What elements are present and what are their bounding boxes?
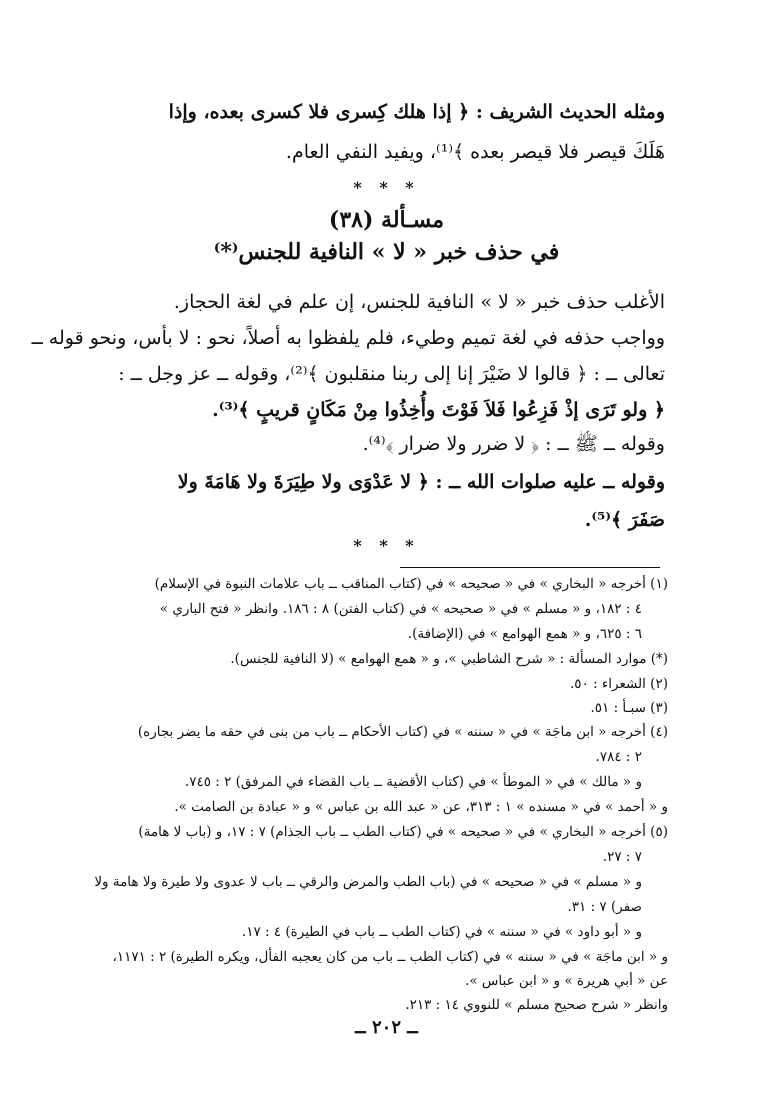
paragraph-line-1: الأغلب حذف خبر « لا » النافية للجنس، إن علم في لغة الحجاز.: [173, 291, 665, 313]
footnote-5-line-5: و « أبو داود » في « سننه » في (كتاب الطب ــ باب في الطيرة) ٤ : ١٧.: [241, 924, 642, 940]
footnote-5-line-6: و « ابن ماجَة » في « سننه » في (كتاب الطب ــ باب من كان يعجبه الفأل، ويكره الطيرة) ٢ : ١١٧١،: [112, 949, 668, 965]
footnote-4-line-2: ٢ : ٧٨٤.: [595, 749, 642, 765]
section-end-separator: * * *: [353, 536, 420, 555]
footnote-3: (٣) سبـأ : ٥١.: [590, 700, 668, 716]
paragraph-line-7: صَفَرَ ﴾⁽⁵⁾.: [584, 509, 665, 531]
footnote-1-line-2: ٤ : ١٨٢، و « مسلم » في « صحيحه » في (كتاب الفتن) ٨ : ١٨٦. وانظر « فتح الباري »: [159, 601, 642, 617]
paragraph-line-3: تعالى ــ : ﴿ قالوا لا ضَيْرَ إنا إلى ربنا منقلبون ﴾⁽²⁾، وقوله ــ عز وجل ــ :: [118, 363, 665, 385]
footnote-5-line-3: و « مسلم » في « صحيحه » في (باب الطب والمرض والرقي ــ باب لا عدوى ولا طيرة ولا هامة ولا: [94, 874, 642, 890]
footnote-2: (٢) الشعراء : ٥٠.: [569, 676, 668, 692]
footnote-4-line-4: و « أحمد » في « مسنده » ١ : ٣١٣، عن « عبد الله بن عباس » و « عبادة بن الصامت ».: [174, 799, 668, 815]
footnote-5-line-8: وانظر « شرح صحيح مسلم » للنووي ١٤ : ٢١٣.: [405, 997, 668, 1013]
paragraph-line-5: وقوله ــ ﷺ ــ : ﴿ لا ضرر ولا ضرار ﴾⁽⁴⁾.: [362, 433, 665, 455]
page-number: ــ ٢٠٢ ــ: [355, 1017, 418, 1038]
section-title: مسـألة (٣٨): [328, 207, 445, 233]
section-subtitle: في حذف خبر « لا » النافية للجنس⁽*⁾: [213, 239, 560, 265]
footnote-1-line-1: (١) أخرجه « البخاري » في « صحيحه » في (كتاب المناقب ــ باب علامات النبوة في الإسلام): [154, 576, 668, 592]
paragraph-line-2: وواجب حذفه في لغة تميم وطيء، فلم يلفظوا به أصلاً، نحو : لا بأس، ونحو قوله ــ: [31, 327, 665, 349]
footnote-4-line-1: (٤) أخرجه « ابن ماجَة » في « سننه » في (كتاب الأحكام ــ باب من بنى في حقه ما يضر بجاره): [137, 724, 668, 740]
footnote-4-line-3: و « مالك » في « الموطأ » في (كتاب الأقضية ــ باب القضاء في المرفق) ٢ : ٧٤٥.: [184, 774, 642, 790]
footnote-5-line-1: (٥) أخرجه « البخاري » في « صحيحه » في (كتاب الطب ــ باب الجذام) ٧ : ١٧، و (باب لا هامة): [138, 824, 668, 840]
footnote-5-line-4: صفر) ٧ : ٣١.: [567, 899, 642, 915]
footnote-5-line-7: عن « أبي هريرة » و « ابن عباس ».: [465, 973, 668, 989]
paragraph-line-4: ﴿ ولو تَرَى إذْ فَزِعُوا فَلاَ فَوْتَ وأُخِذُوا مِنْ مَكَانٍ قريبٍ ﴾⁽³⁾.: [212, 399, 665, 421]
footnote-1-line-3: ٦ : ٦٢٥، و « همع الهوامع » في (الإضافة).: [407, 626, 642, 642]
section-separator: * * *: [353, 178, 420, 197]
paragraph-line-6: وقوله ــ عليه صلوات الله ــ : ﴿ لا عَدْوَى ولا طِيَرَةَ ولا هَامَةَ ولا: [177, 471, 665, 493]
body-line-2: هَلَكَ قيصر فلا قيصر بعده ﴾⁽¹⁾، ويفيد النفي العام.: [285, 141, 665, 163]
body-line-1: ومثله الحديث الشريف : ﴿ إذا هلك كِسرى فلا كسرى بعده، وإذا: [168, 101, 665, 123]
footnote-star: (*) موارد المسألة : « شرح الشاطبي »، و « همع الهوامع » (لا النافية للجنس).: [230, 651, 668, 667]
footnote-5-line-2: ٧ : ٢٧.: [602, 849, 642, 865]
footnote-divider: [400, 567, 660, 568]
